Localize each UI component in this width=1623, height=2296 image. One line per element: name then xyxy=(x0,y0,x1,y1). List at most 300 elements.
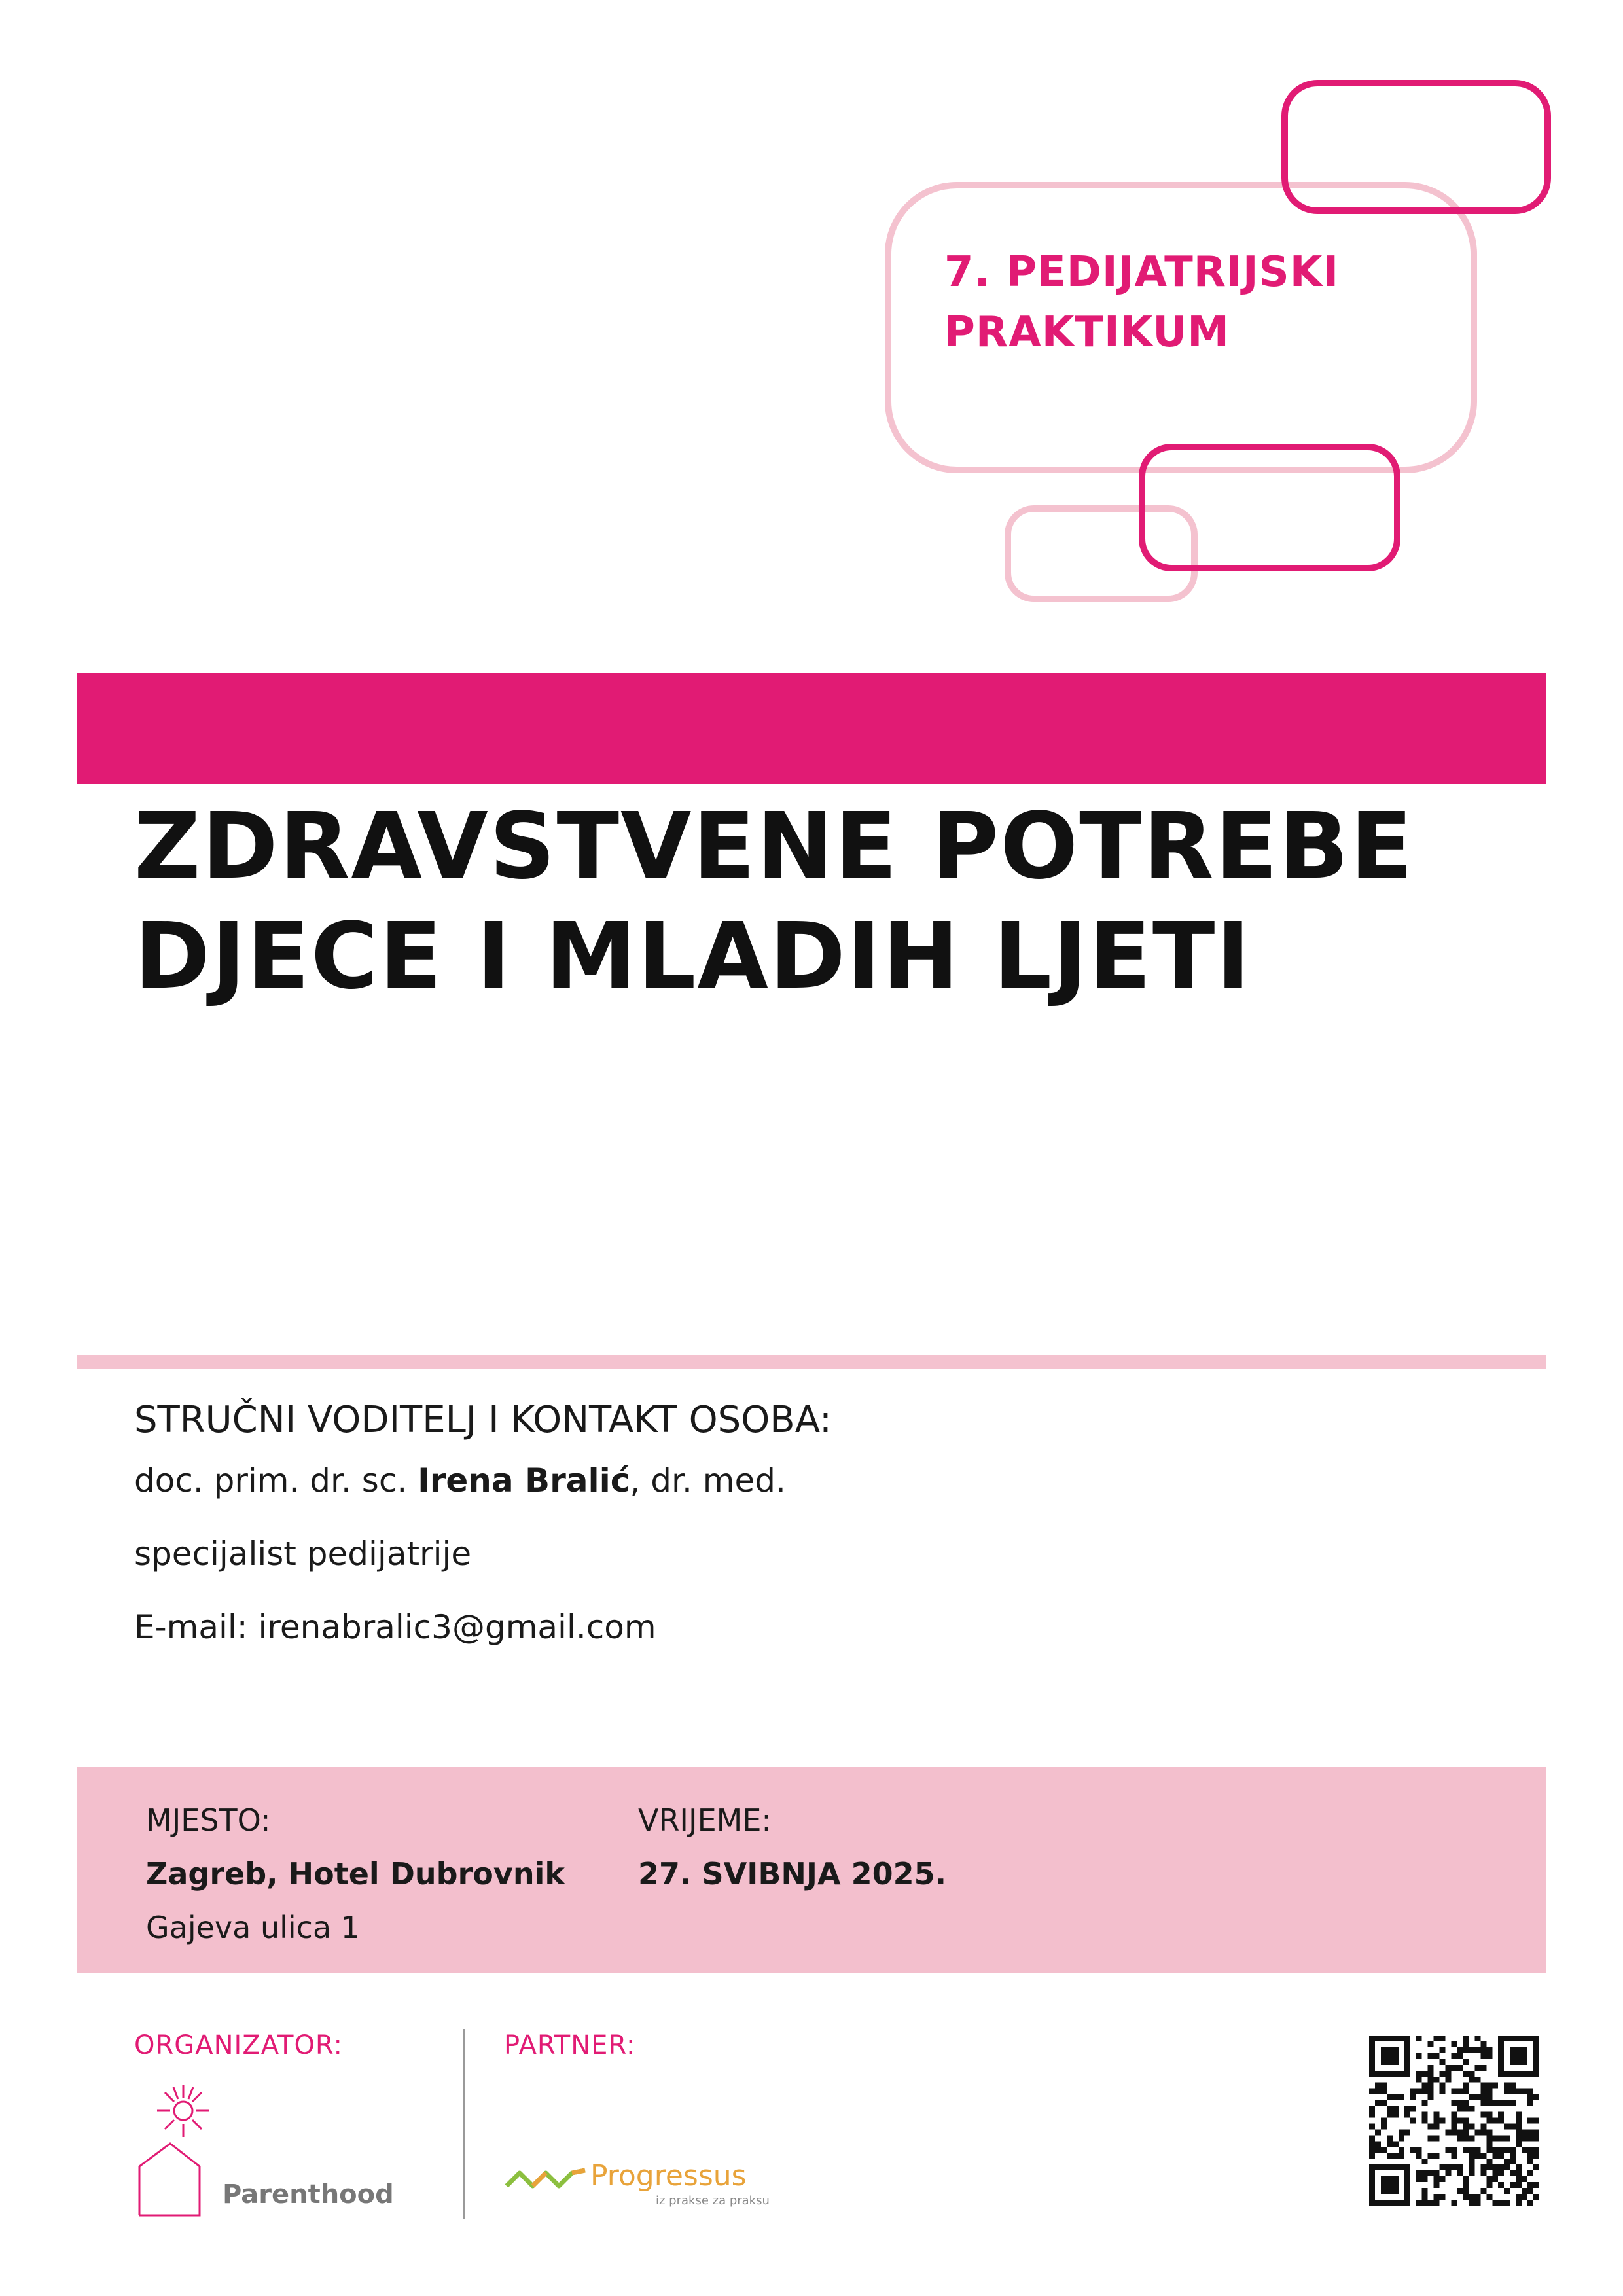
qr-module xyxy=(1393,2176,1399,2182)
qr-module xyxy=(1510,2182,1516,2188)
qr-module xyxy=(1399,2135,1404,2141)
qr-module xyxy=(1457,2100,1463,2106)
qr-module xyxy=(1422,2159,1428,2164)
qr-module xyxy=(1428,2089,1434,2094)
qr-module xyxy=(1428,2135,1434,2141)
qr-module xyxy=(1399,2129,1404,2135)
qr-module xyxy=(1410,2147,1416,2153)
qr-module xyxy=(1457,2129,1463,2135)
location-address: Gajeva ulica 1 xyxy=(146,1910,361,1945)
qr-module xyxy=(1457,2047,1463,2053)
qr-module xyxy=(1492,2118,1498,2124)
qr-module xyxy=(1522,2129,1527,2135)
qr-module xyxy=(1422,2071,1428,2077)
qr-module xyxy=(1533,2129,1539,2135)
qr-module xyxy=(1404,2041,1410,2047)
qr-module xyxy=(1492,2164,1498,2170)
qr-module xyxy=(1422,2200,1428,2206)
qr-module xyxy=(1469,2135,1474,2141)
qr-module xyxy=(1527,2170,1533,2176)
qr-module xyxy=(1474,2147,1480,2153)
qr-module xyxy=(1463,2083,1469,2089)
qr-module xyxy=(1469,2164,1474,2170)
qr-module xyxy=(1533,2065,1539,2071)
qr-module xyxy=(1480,2089,1486,2094)
qr-module xyxy=(1504,2036,1510,2041)
qr-module xyxy=(1369,2036,1375,2041)
contact-name-line xyxy=(134,1461,1312,1500)
qr-module xyxy=(1480,2112,1486,2118)
qr-module xyxy=(1404,2194,1410,2200)
qr-module xyxy=(1486,2047,1492,2053)
qr-module xyxy=(1422,2170,1428,2176)
qr-module xyxy=(1474,2094,1480,2100)
qr-module xyxy=(1498,2147,1504,2153)
qr-module xyxy=(1399,2036,1404,2041)
qr-module xyxy=(1469,2147,1474,2153)
qr-module xyxy=(1452,2065,1457,2071)
qr-module xyxy=(1404,2188,1410,2194)
qr-module xyxy=(1381,2123,1387,2129)
qr-module xyxy=(1527,2188,1533,2194)
qr-module xyxy=(1510,2071,1516,2077)
qr-module xyxy=(1516,2182,1522,2188)
qr-module xyxy=(1510,2089,1516,2094)
footer-divider xyxy=(463,2029,465,2219)
qr-code-graphic xyxy=(1369,2036,1539,2206)
qr-module xyxy=(1381,2036,1387,2041)
qr-module xyxy=(1522,2036,1527,2041)
qr-module xyxy=(1486,2094,1492,2100)
qr-module xyxy=(1492,2083,1498,2089)
qr-module xyxy=(1516,2135,1522,2141)
qr-module xyxy=(1387,2036,1393,2041)
qr-module xyxy=(1369,2059,1375,2065)
qr-module xyxy=(1474,2129,1480,2135)
qr-module xyxy=(1369,2182,1375,2188)
qr-module xyxy=(1510,2159,1516,2164)
qr-module xyxy=(1469,2123,1474,2129)
qr-module xyxy=(1486,2176,1492,2182)
qr-module xyxy=(1381,2164,1387,2170)
qr-module xyxy=(1404,2065,1410,2071)
qr-module xyxy=(1463,2129,1469,2135)
qr-module xyxy=(1369,2047,1375,2053)
partner-label: PARTNER: xyxy=(504,2030,636,2060)
qr-module xyxy=(1469,2159,1474,2164)
qr-module xyxy=(1516,2141,1522,2147)
qr-module xyxy=(1446,2077,1452,2083)
qr-module xyxy=(1480,2041,1486,2047)
qr-module xyxy=(1469,2194,1474,2200)
qr-module xyxy=(1381,2147,1387,2153)
qr-module xyxy=(1463,2106,1469,2112)
qr-module xyxy=(1510,2036,1516,2041)
qr-module xyxy=(1492,2153,1498,2159)
contact-specialty: specijalist pedijatrije xyxy=(134,1535,472,1573)
qr-module xyxy=(1369,2071,1375,2077)
qr-module xyxy=(1527,2129,1533,2135)
qr-module xyxy=(1469,2106,1474,2112)
qr-module xyxy=(1480,2053,1486,2059)
qr-module xyxy=(1498,2065,1504,2071)
qr-module xyxy=(1527,2100,1533,2106)
qr-module xyxy=(1369,2194,1375,2200)
qr-module xyxy=(1404,2176,1410,2182)
qr-module xyxy=(1410,2118,1416,2124)
qr-module xyxy=(1393,2112,1399,2118)
qr-module xyxy=(1522,2071,1527,2077)
qr-module xyxy=(1440,2071,1446,2077)
qr-module xyxy=(1463,2147,1469,2153)
qr-module xyxy=(1522,2194,1527,2200)
qr-module xyxy=(1452,2053,1457,2059)
qr-module xyxy=(1516,2089,1522,2094)
qr-module xyxy=(1463,2135,1469,2141)
qr-module xyxy=(1457,2164,1463,2170)
qr-module xyxy=(1375,2129,1381,2135)
qr-module xyxy=(1375,2083,1381,2089)
qr-module xyxy=(1510,2153,1516,2159)
qr-module xyxy=(1369,2200,1375,2206)
qr-module xyxy=(1486,2089,1492,2094)
qr-module xyxy=(1428,2123,1434,2129)
qr-module xyxy=(1504,2083,1510,2089)
qr-module xyxy=(1452,2089,1457,2094)
qr-module xyxy=(1440,2164,1446,2170)
qr-module xyxy=(1387,2071,1393,2077)
qr-module xyxy=(1428,2083,1434,2089)
qr-module xyxy=(1480,2047,1486,2053)
qr-module xyxy=(1480,2188,1486,2194)
qr-module xyxy=(1480,2153,1486,2159)
event-title-line-2: PRAKTIKUM xyxy=(944,308,1230,357)
qr-module xyxy=(1446,2071,1452,2077)
qr-module xyxy=(1410,2106,1416,2112)
qr-module xyxy=(1387,2176,1393,2182)
qr-module xyxy=(1469,2071,1474,2077)
qr-module xyxy=(1498,2112,1504,2118)
qr-module xyxy=(1369,2089,1375,2094)
qr-module xyxy=(1469,2170,1474,2176)
qr-module xyxy=(1516,2112,1522,2118)
qr-module xyxy=(1469,2047,1474,2053)
qr-module xyxy=(1527,2135,1533,2141)
qr-module xyxy=(1369,2065,1375,2071)
time-value: 27. SVIBNJA 2025. xyxy=(638,1856,947,1892)
qr-module xyxy=(1387,2106,1393,2112)
qr-module xyxy=(1533,2059,1539,2065)
qr-module xyxy=(1387,2112,1393,2118)
qr-module xyxy=(1404,2047,1410,2053)
qr-module xyxy=(1474,2047,1480,2053)
qr-module xyxy=(1474,2194,1480,2200)
main-title-line-2: DJECE I MLADIH LJETI xyxy=(134,903,1252,1010)
qr-module xyxy=(1486,2159,1492,2164)
qr-module xyxy=(1463,2047,1469,2053)
qr-module xyxy=(1510,2147,1516,2153)
qr-module xyxy=(1434,2123,1440,2129)
qr-module xyxy=(1504,2164,1510,2170)
qr-module xyxy=(1480,2164,1486,2170)
qr-module xyxy=(1381,2083,1387,2089)
qr-module xyxy=(1387,2047,1393,2053)
qr-module xyxy=(1522,2188,1527,2194)
qr-module xyxy=(1504,2188,1510,2194)
qr-module xyxy=(1422,2176,1428,2182)
qr-module xyxy=(1516,2123,1522,2129)
qr-module xyxy=(1516,2118,1522,2124)
qr-module xyxy=(1381,2182,1387,2188)
qr-module xyxy=(1416,2077,1422,2083)
qr-module xyxy=(1446,2147,1452,2153)
qr-module xyxy=(1434,2118,1440,2124)
organizer-name: Parenthood xyxy=(223,2179,394,2210)
qr-module xyxy=(1480,2170,1486,2176)
qr-module xyxy=(1416,2089,1422,2094)
qr-module xyxy=(1504,2200,1510,2206)
qr-module xyxy=(1369,2112,1375,2118)
qr-module xyxy=(1516,2053,1522,2059)
qr-module xyxy=(1440,2194,1446,2200)
qr-module xyxy=(1387,2182,1393,2188)
qr-module xyxy=(1434,2077,1440,2083)
qr-module xyxy=(1480,2094,1486,2100)
qr-module xyxy=(1399,2147,1404,2153)
event-title-line-1: 7. PEDIJATRIJSKI xyxy=(944,248,1340,296)
qr-module xyxy=(1463,2194,1469,2200)
qr-module xyxy=(1434,2200,1440,2206)
qr-module xyxy=(1474,2036,1480,2041)
qr-module xyxy=(1516,2170,1522,2176)
qr-module xyxy=(1452,2123,1457,2129)
qr-module xyxy=(1404,2182,1410,2188)
qr-module xyxy=(1486,2053,1492,2059)
qr-module xyxy=(1404,2036,1410,2041)
qr-module xyxy=(1434,2176,1440,2182)
event-title xyxy=(944,242,1442,363)
qr-module xyxy=(1387,2059,1393,2065)
qr-module xyxy=(1457,2053,1463,2059)
qr-module xyxy=(1510,2123,1516,2129)
qr-module xyxy=(1375,2071,1381,2077)
qr-module xyxy=(1393,2059,1399,2065)
partner-name: Progressus xyxy=(590,2159,747,2193)
qr-module xyxy=(1522,2147,1527,2153)
qr-module xyxy=(1504,2123,1510,2129)
qr-module xyxy=(1498,2170,1504,2176)
qr-module xyxy=(1393,2106,1399,2112)
qr-module xyxy=(1422,2118,1428,2124)
qr-module xyxy=(1457,2106,1463,2112)
qr-module xyxy=(1486,2112,1492,2118)
qr-module xyxy=(1452,2200,1457,2206)
deco-frame-mid-magenta xyxy=(1139,444,1400,571)
qr-module xyxy=(1375,2100,1381,2106)
qr-module xyxy=(1369,2147,1375,2153)
qr-module xyxy=(1533,2053,1539,2059)
qr-module xyxy=(1504,2089,1510,2094)
qr-module xyxy=(1404,2200,1410,2206)
organizer-label: ORGANIZATOR: xyxy=(134,2030,343,2060)
qr-module xyxy=(1404,2106,1410,2112)
qr-module xyxy=(1486,2182,1492,2188)
qr-module xyxy=(1422,2100,1428,2106)
name-prefix: doc. prim. dr. sc. xyxy=(134,1462,418,1499)
qr-module xyxy=(1381,2176,1387,2182)
qr-module xyxy=(1381,2071,1387,2077)
qr-module xyxy=(1504,2100,1510,2106)
qr-module xyxy=(1533,2164,1539,2170)
location-column xyxy=(146,1801,604,1946)
qr-module xyxy=(1428,2153,1434,2159)
qr-module xyxy=(1404,2059,1410,2065)
qr-module xyxy=(1469,2094,1474,2100)
qr-module xyxy=(1399,2164,1404,2170)
qr-module xyxy=(1416,2176,1422,2182)
qr-module xyxy=(1434,2194,1440,2200)
qr-module xyxy=(1387,2141,1393,2147)
event-info-box xyxy=(77,1767,1546,1973)
location-label: MJESTO: xyxy=(146,1803,271,1838)
qr-module xyxy=(1381,2100,1387,2106)
qr-module xyxy=(1428,2041,1434,2047)
qr-module xyxy=(1498,2153,1504,2159)
qr-module xyxy=(1527,2071,1533,2077)
qr-module xyxy=(1381,2053,1387,2059)
qr-module xyxy=(1369,2188,1375,2194)
qr-module xyxy=(1533,2135,1539,2141)
qr-module xyxy=(1463,2123,1469,2129)
contact-section xyxy=(134,1394,1312,1681)
qr-module xyxy=(1533,2153,1539,2159)
qr-module xyxy=(1498,2100,1504,2106)
qr-module xyxy=(1510,2170,1516,2176)
qr-module xyxy=(1428,2170,1434,2176)
qr-module xyxy=(1393,2153,1399,2159)
main-title-line-1: ZDRAVSTVENE POTREBE xyxy=(134,793,1414,900)
qr-module xyxy=(1492,2100,1498,2106)
qr-module xyxy=(1498,2182,1504,2188)
qr-module xyxy=(1527,2182,1533,2188)
qr-module xyxy=(1457,2065,1463,2071)
qr-module xyxy=(1452,2153,1457,2159)
qr-module xyxy=(1422,2083,1428,2089)
qr-module xyxy=(1486,2147,1492,2153)
qr-module xyxy=(1446,2164,1452,2170)
qr-module xyxy=(1393,2071,1399,2077)
qr-module xyxy=(1480,2123,1486,2129)
qr-module xyxy=(1446,2170,1452,2176)
qr-module xyxy=(1480,2129,1486,2135)
deco-frame-top-right xyxy=(1281,80,1551,214)
qr-module xyxy=(1440,2176,1446,2182)
qr-module xyxy=(1474,2077,1480,2083)
qr-module xyxy=(1422,2089,1428,2094)
qr-module xyxy=(1387,2153,1393,2159)
qr-module xyxy=(1533,2036,1539,2041)
email-label: E-mail: xyxy=(134,1608,259,1646)
qr-module xyxy=(1369,2153,1375,2159)
qr-module xyxy=(1463,2182,1469,2188)
qr-module xyxy=(1516,2176,1522,2182)
qr-module xyxy=(1498,2200,1504,2206)
qr-module xyxy=(1492,2147,1498,2153)
qr-module xyxy=(1434,2170,1440,2176)
qr-module xyxy=(1399,2071,1404,2077)
qr-module xyxy=(1381,2089,1387,2094)
qr-module xyxy=(1486,2164,1492,2170)
qr-module xyxy=(1434,2036,1440,2041)
qr-module xyxy=(1404,2164,1410,2170)
email-address[interactable]: irenabralic3@gmail.com xyxy=(258,1608,656,1646)
qr-module xyxy=(1452,2100,1457,2106)
qr-module xyxy=(1504,2071,1510,2077)
qr-module xyxy=(1416,2200,1422,2206)
qr-module xyxy=(1375,2036,1381,2041)
qr-module xyxy=(1428,2094,1434,2100)
qr-module xyxy=(1440,2036,1446,2041)
qr-module xyxy=(1387,2094,1393,2100)
qr-module xyxy=(1375,2200,1381,2206)
qr-module xyxy=(1434,2112,1440,2118)
qr-module xyxy=(1469,2200,1474,2206)
qr-module xyxy=(1381,2200,1387,2206)
qr-module xyxy=(1440,2059,1446,2065)
qr-module xyxy=(1533,2118,1539,2124)
qr-module xyxy=(1369,2141,1375,2147)
qr-module xyxy=(1381,2047,1387,2053)
qr-module xyxy=(1516,2036,1522,2041)
qr-module xyxy=(1533,2094,1539,2100)
qr-module xyxy=(1516,2194,1522,2200)
qr-module xyxy=(1387,2135,1393,2141)
main-title xyxy=(134,792,1508,1012)
qr-module xyxy=(1486,2118,1492,2124)
qr-module xyxy=(1498,2047,1504,2053)
qr-module xyxy=(1387,2188,1393,2194)
time-column xyxy=(638,1801,1096,1909)
qr-module xyxy=(1510,2100,1516,2106)
qr-module xyxy=(1480,2083,1486,2089)
time-label: VRIJEME: xyxy=(638,1803,772,1838)
qr-module xyxy=(1446,2065,1452,2071)
qr-module xyxy=(1510,2083,1516,2089)
qr-module xyxy=(1457,2118,1463,2124)
qr-module xyxy=(1474,2200,1480,2206)
qr-module xyxy=(1498,2164,1504,2170)
qr-module xyxy=(1410,2094,1416,2100)
parenthood-house-icon xyxy=(134,2081,226,2219)
qr-module xyxy=(1428,2077,1434,2083)
qr-module xyxy=(1422,2194,1428,2200)
qr-module xyxy=(1463,2188,1469,2194)
qr-module xyxy=(1527,2153,1533,2159)
qr-module xyxy=(1369,2041,1375,2047)
partner-tagline: iz prakse za praksu xyxy=(656,2194,770,2208)
qr-module xyxy=(1404,2129,1410,2135)
qr-module xyxy=(1533,2071,1539,2077)
qr-module xyxy=(1434,2135,1440,2141)
qr-module xyxy=(1527,2200,1533,2206)
qr-module xyxy=(1416,2053,1422,2059)
qr-module xyxy=(1393,2164,1399,2170)
qr-module xyxy=(1375,2147,1381,2153)
qr-module xyxy=(1369,2106,1375,2112)
qr-module xyxy=(1434,2053,1440,2059)
qr-module xyxy=(1463,2059,1469,2065)
qr-module xyxy=(1516,2164,1522,2170)
